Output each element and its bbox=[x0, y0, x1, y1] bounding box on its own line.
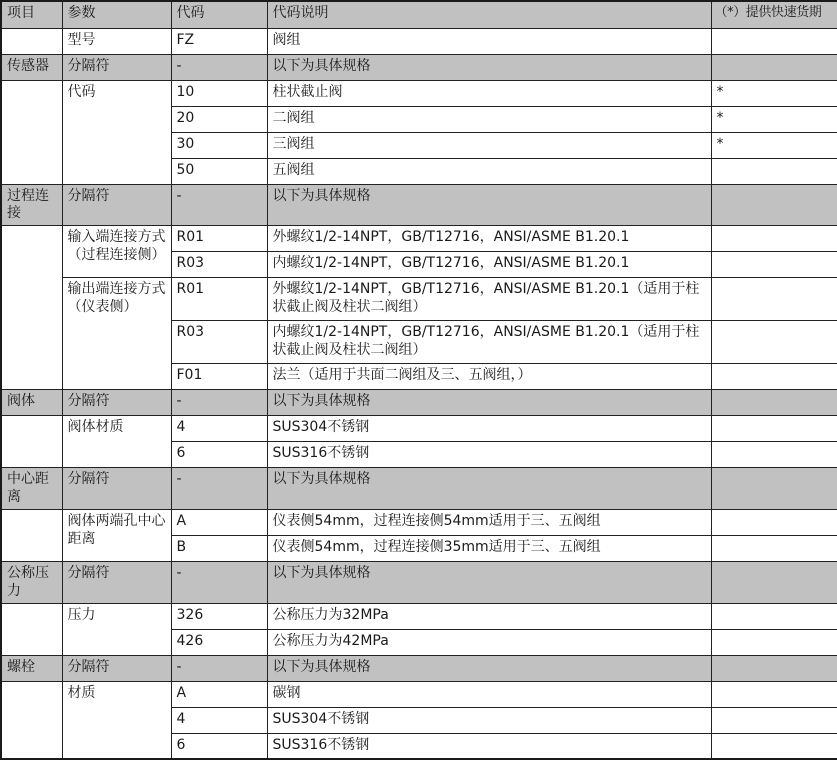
cell-desc: 法兰（适用于共面二阀组及三、五阀组，） bbox=[267, 364, 711, 390]
cell-section-name: 螺栓 bbox=[1, 655, 62, 681]
cell-code: 4 bbox=[171, 707, 267, 733]
cell-item-empty bbox=[1, 681, 62, 759]
table-row bbox=[1, 80, 837, 106]
cell-fast bbox=[711, 681, 837, 707]
separator-row-nominal-pressure bbox=[1, 562, 837, 604]
cell-fast bbox=[711, 629, 837, 655]
cell-desc: SUS316不锈钢 bbox=[267, 442, 711, 468]
header-item: 项目 bbox=[1, 1, 62, 28]
cell-desc: 柱状截止阀 bbox=[267, 80, 711, 106]
cell-desc: 以下为具体规格 bbox=[267, 184, 711, 226]
cell-desc: 以下为具体规格 bbox=[267, 54, 711, 80]
cell-fast bbox=[711, 226, 837, 252]
cell-code: B bbox=[171, 536, 267, 562]
cell-section-name: 阀体 bbox=[1, 390, 62, 416]
table-row bbox=[1, 681, 837, 707]
cell-code: 426 bbox=[171, 629, 267, 655]
separator-row-center-distance bbox=[1, 468, 837, 510]
cell-param: 分隔符 bbox=[62, 655, 171, 681]
cell-section-name: 中心距离 bbox=[1, 468, 62, 510]
cell-code: 4 bbox=[171, 416, 267, 442]
cell-param: 材质 bbox=[62, 681, 171, 759]
cell-fast bbox=[711, 603, 837, 629]
cell-code: 326 bbox=[171, 603, 267, 629]
cell-fast bbox=[711, 416, 837, 442]
separator-row-process-connection bbox=[1, 184, 837, 226]
table-header-row bbox=[1, 1, 837, 28]
cell-section-name: 过程连接 bbox=[1, 184, 62, 226]
cell-fast bbox=[711, 321, 837, 364]
cell-param: 分隔符 bbox=[62, 562, 171, 604]
cell-desc: 以下为具体规格 bbox=[267, 468, 711, 510]
cell-desc: 以下为具体规格 bbox=[267, 562, 711, 604]
cell-code: R03 bbox=[171, 252, 267, 278]
cell-fast: * bbox=[711, 132, 837, 158]
cell-fast bbox=[711, 468, 837, 510]
cell-fast bbox=[711, 184, 837, 226]
cell-code: 50 bbox=[171, 158, 267, 184]
cell-fast bbox=[711, 655, 837, 681]
cell-desc: SUS304不锈钢 bbox=[267, 707, 711, 733]
cell-desc: 仪表侧54mm，过程连接侧54mm适用于三、五阀组 bbox=[267, 510, 711, 536]
cell-code: 10 bbox=[171, 80, 267, 106]
cell-code: - bbox=[171, 184, 267, 226]
table-row-model bbox=[1, 28, 837, 54]
cell-fast bbox=[711, 442, 837, 468]
cell-fast bbox=[711, 28, 837, 54]
cell-desc: 以下为具体规格 bbox=[267, 655, 711, 681]
cell-param: 分隔符 bbox=[62, 184, 171, 226]
cell-code: - bbox=[171, 54, 267, 80]
header-desc: 代码说明 bbox=[267, 1, 711, 28]
cell-code: R01 bbox=[171, 278, 267, 321]
cell-code: 30 bbox=[171, 132, 267, 158]
cell-code: 6 bbox=[171, 442, 267, 468]
table-row bbox=[1, 226, 837, 252]
cell-param: 阀体材质 bbox=[62, 416, 171, 468]
cell-desc: 以下为具体规格 bbox=[267, 390, 711, 416]
cell-desc: 二阀组 bbox=[267, 106, 711, 132]
cell-section-name: 传感器 bbox=[1, 54, 62, 80]
cell-code: - bbox=[171, 468, 267, 510]
cell-fast bbox=[711, 733, 837, 759]
separator-row-bolt bbox=[1, 655, 837, 681]
cell-desc: 内螺纹1/2-14NPT，GB/T12716，ANSI/ASME B1.20.1 bbox=[267, 252, 711, 278]
cell-code: 6 bbox=[171, 733, 267, 759]
cell-desc: SUS316不锈钢 bbox=[267, 733, 711, 759]
cell-section-name: 公称压力 bbox=[1, 562, 62, 604]
cell-item-empty bbox=[1, 28, 62, 54]
cell-desc: 外螺纹1/2-14NPT，GB/T12716，ANSI/ASME B1.20.1 bbox=[267, 226, 711, 252]
cell-param: 输入端连接方式（过程连接侧） bbox=[62, 226, 171, 278]
table-row bbox=[1, 416, 837, 442]
cell-code: A bbox=[171, 510, 267, 536]
table-row bbox=[1, 510, 837, 536]
cell-param: 分隔符 bbox=[62, 390, 171, 416]
cell-desc: 阀组 bbox=[267, 28, 711, 54]
cell-code: - bbox=[171, 655, 267, 681]
cell-item-empty bbox=[1, 510, 62, 562]
cell-desc: 碳钢 bbox=[267, 681, 711, 707]
cell-code: R03 bbox=[171, 321, 267, 364]
cell-code: A bbox=[171, 681, 267, 707]
cell-fast bbox=[711, 707, 837, 733]
cell-param: 代码 bbox=[62, 80, 171, 184]
cell-fast bbox=[711, 562, 837, 604]
cell-code: FZ bbox=[171, 28, 267, 54]
cell-desc: 三阀组 bbox=[267, 132, 711, 158]
cell-fast bbox=[711, 252, 837, 278]
cell-code: - bbox=[171, 562, 267, 604]
cell-param: 分隔符 bbox=[62, 468, 171, 510]
cell-fast bbox=[711, 510, 837, 536]
cell-fast: * bbox=[711, 106, 837, 132]
cell-param: 阀体两端孔中心距离 bbox=[62, 510, 171, 562]
cell-desc: 内螺纹1/2-14NPT，GB/T12716，ANSI/ASME B1.20.1（适用于柱状截止阀及柱状二阀组） bbox=[267, 321, 711, 364]
cell-fast bbox=[711, 536, 837, 562]
cell-param: 输出端连接方式（仪表侧） bbox=[62, 278, 171, 390]
cell-fast: * bbox=[711, 80, 837, 106]
separator-row-sensor bbox=[1, 54, 837, 80]
cell-item-empty bbox=[1, 416, 62, 468]
cell-param: 压力 bbox=[62, 603, 171, 655]
cell-param: 分隔符 bbox=[62, 54, 171, 80]
cell-fast bbox=[711, 364, 837, 390]
cell-code: F01 bbox=[171, 364, 267, 390]
cell-param: 型号 bbox=[62, 28, 171, 54]
cell-desc: 仪表侧54mm，过程连接侧35mm适用于三、五阀组 bbox=[267, 536, 711, 562]
separator-row-valve-body bbox=[1, 390, 837, 416]
cell-code: - bbox=[171, 390, 267, 416]
cell-item-empty bbox=[1, 226, 62, 390]
cell-desc: SUS304不锈钢 bbox=[267, 416, 711, 442]
cell-desc: 公称压力为32MPa bbox=[267, 603, 711, 629]
cell-fast bbox=[711, 278, 837, 321]
cell-fast bbox=[711, 390, 837, 416]
cell-code: R01 bbox=[171, 226, 267, 252]
table-row bbox=[1, 603, 837, 629]
header-fast-delivery: （*）提供快速货期 bbox=[711, 1, 837, 28]
table-row bbox=[1, 278, 837, 321]
cell-desc: 外螺纹1/2-14NPT，GB/T12716，ANSI/ASME B1.20.1（适用于柱状截止阀及柱状二阀组） bbox=[267, 278, 711, 321]
header-code: 代码 bbox=[171, 1, 267, 28]
cell-desc: 五阀组 bbox=[267, 158, 711, 184]
cell-fast bbox=[711, 158, 837, 184]
cell-item-empty bbox=[1, 603, 62, 655]
header-param: 参数 bbox=[62, 1, 171, 28]
cell-fast bbox=[711, 54, 837, 80]
cell-item-empty bbox=[1, 80, 62, 184]
cell-code: 20 bbox=[171, 106, 267, 132]
cell-desc: 公称压力为42MPa bbox=[267, 629, 711, 655]
